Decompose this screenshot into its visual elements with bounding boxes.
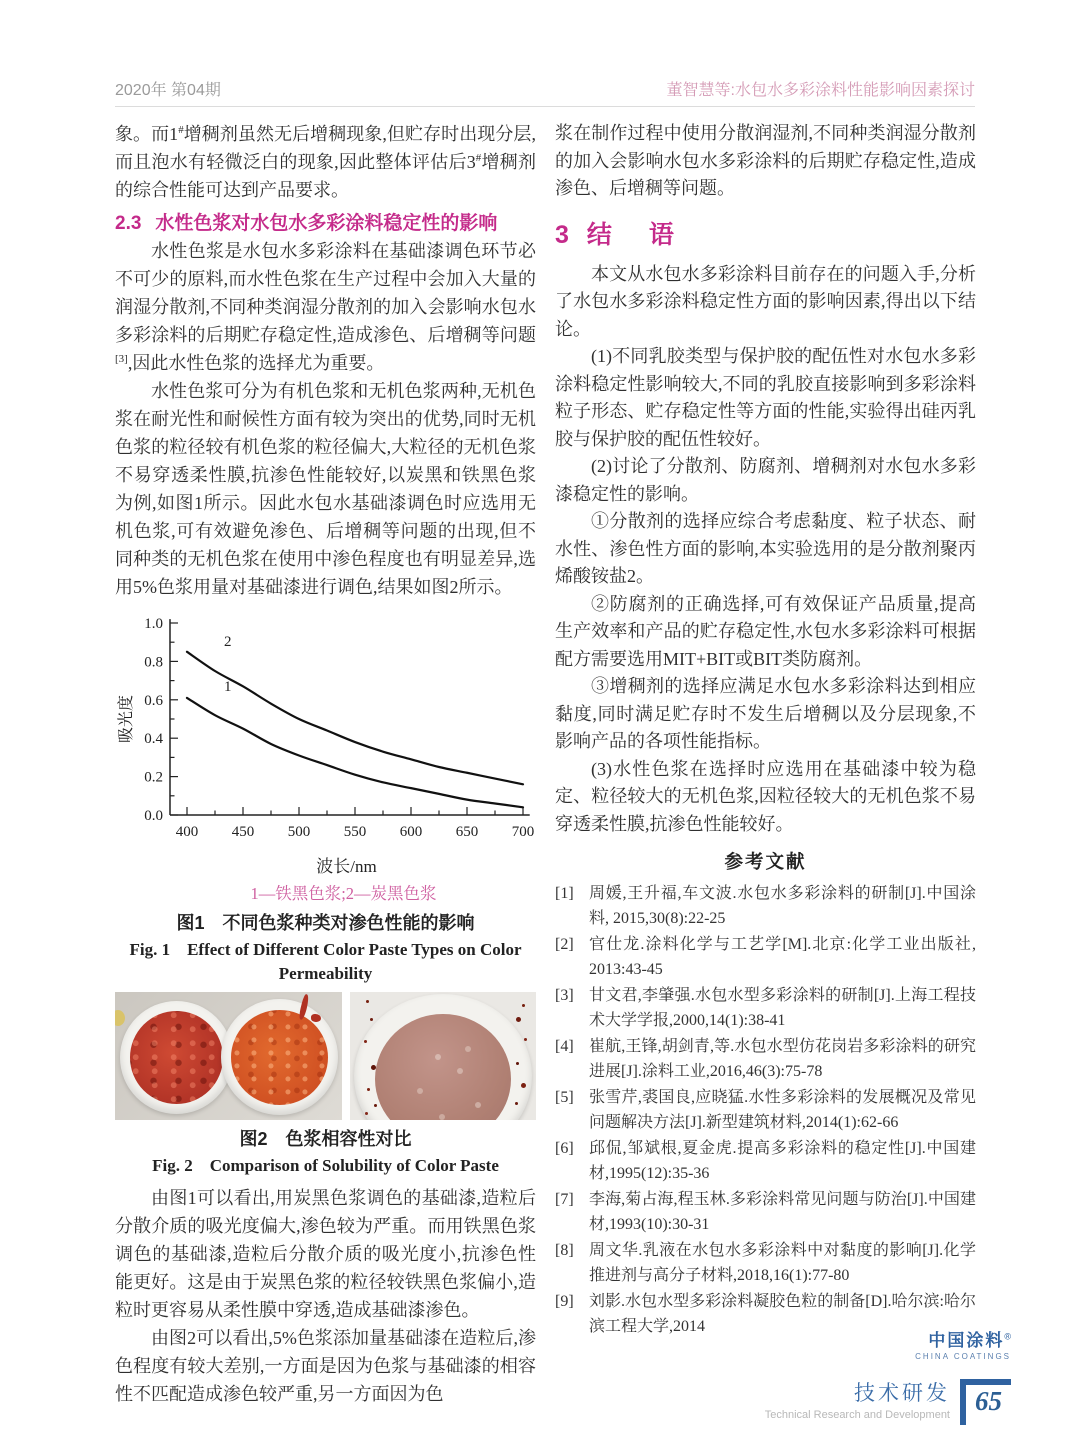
section-heading-3 [555,215,976,251]
paint-smear [311,1014,321,1022]
section-heading-2-3 [115,208,536,235]
issue-label: 2020年 第04期 [115,82,221,99]
paint-tub [354,994,532,1120]
body-paragraph: 由图1可以看出,用炭黑色浆调色的基础漆,造粒后分散介质的吸光度偏大,渗色较为严重。而用铁黑色浆调色的基础漆,造粒后分散介质的吸光度小,抗渗色性能更好。这是由于炭黑色浆的粒径较铁黑色浆偏小,造粒时更容易从柔性膜中穿透,造成基础漆渗色。 [115,1188,536,1320]
svg-text:500: 500 [287,824,311,840]
figure1-legend: 1—铁黑色浆;2—炭黑色浆 [250,884,437,903]
body-paragraph: (3)水性色浆在选择时应选用在基础漆中较为稳定、粒径较大的无机色浆,因粒径较大的无机色浆不易穿透柔性膜,抗渗色性能较好。 [555,758,976,834]
line-chart [115,607,536,847]
body-paragraph: 水性色浆可分为有机色浆和无机色浆两种,无机色浆在耐光性和耐候性方面有较为突出的优势,同时无机色浆的粒径较有机色浆的粒径偏大,大粒径的无机色浆不易穿透柔性膜,抗渗色性能较好,以炭黑和铁黑色浆为例,如图1所示。因此水包水基础漆调色时应选用无机色浆,可有效避免渗色、后增稠等问题的出现,但不同种类的无机色浆在使用中渗色程度也有明显差异,选用5%色浆用量对基础漆进行调色,结果如图2所示。 [115,381,536,597]
pink-liquid [375,1014,511,1120]
china-coatings-logo [765,1326,1011,1361]
section-number: 3 [555,220,569,249]
svg-text:450: 450 [231,824,255,840]
figure2-caption-en: Fig. 2 Comparison of Solubility of Color Paste [152,1156,499,1175]
figure2-caption-cn: 图2 色浆相容性对比 [239,1129,412,1149]
page-footer [765,1326,1011,1425]
svg-text:0.6: 0.6 [144,692,163,709]
paint-tub [120,1001,233,1114]
reference-text: 崔航,王锋,胡剑青,等.水包水型仿花岗岩多彩涂料的研究进展[J].涂料工业,2016,46(3):75-78 [589,1038,976,1080]
section-title: 结 语 [586,220,680,249]
figure1-caption-cn: 图1 不同色浆种类对渗色性能的影响 [176,913,475,933]
body-paragraph: 浆在制作过程中使用分散润湿剂,不同种类润湿分散剂的加入会影响水包水多彩涂料的后期贮存稳定性,造成渗色、后增稠等问题。 [555,123,976,198]
photo-detail [435,1054,441,1060]
reference-number: [1] [555,885,574,902]
figure1-caption-en: Fig. 1 Effect of Different Color Paste Types on Color Permeability [129,940,522,983]
body-paragraph: ①分散剂的选择应综合考虑黏度、粒子状态、耐水性、渗色性方面的影响,本实验选用的是分散剂聚丙烯酸铵盐2。 [555,511,976,586]
svg-text:0.2: 0.2 [144,769,163,786]
reference-item [555,1035,976,1084]
body-paragraph: 水性色浆是水包水多彩涂料在基础漆调色环节必不可少的原料,而水性色浆在生产过程中会加入大量的润湿分散剂,不同种类润湿分散剂的加入会影响水包水多彩涂料的后期贮存稳定性,造成渗色、后增稠等问题[3],因此水性色浆的选择尤为重要。 [115,241,536,373]
logo-text-cn: 中国涂料 [928,1331,1005,1350]
reference-text: 刘影.水包水型多彩涂料凝胶色粒的制备[D].哈尔滨:哈尔滨工程大学,2014 [589,1293,976,1335]
body-paragraph: 由图2可以看出,5%色浆添加量基础漆在造粒后,渗色程度有较大差别,一方面是因为色浆与基础漆的相容性不匹配造成渗色较严重,另一方面因为色 [115,1328,536,1404]
page-number: 65 [960,1379,1011,1425]
reference-number: [8] [555,1242,574,1259]
speckles [522,1004,525,1007]
reference-text: 官仕龙.涂料化学与工艺学[M].北京:化学工业出版社, 2013:43-45 [589,936,976,978]
reference-item [555,1188,976,1237]
reference-item [555,1239,976,1288]
svg-text:700: 700 [511,824,535,840]
section-label-en: Technical Research and Development [764,1409,950,1421]
reference-text: 周文华.乳液在水包水多彩涂料中对黏度的影响[J].化学推进剂与高分子材料,2018,16(1):77-80 [589,1242,976,1284]
orange-paste [231,1010,328,1105]
svg-text:550: 550 [343,824,367,840]
reference-item [555,1086,976,1135]
body-paragraph: (2)讨论了分散剂、防腐剂、增稠剂对水包水多彩漆稳定性的影响。 [555,456,976,504]
svg-text:0.4: 0.4 [144,731,163,748]
reference-text: 甘文君,李肇强.水包水型多彩涂料的研制[J].上海工程技术大学学报,2000,14(1):38-41 [589,987,976,1029]
reference-number: [5] [555,1089,574,1106]
photo-detail [115,1010,125,1026]
svg-text:0.8: 0.8 [144,654,163,671]
reference-number: [7] [555,1191,574,1208]
references-heading: 参考文献 [724,851,807,872]
figure1-chart [115,607,536,986]
reference-text: 李海,菊占海,程玉林.多彩涂料常见问题与防治[J].中国建材,1993(10):30-31 [589,1191,976,1233]
reference-number: [4] [555,1038,574,1055]
svg-text:400: 400 [175,824,199,840]
running-title: 董智慧等:水包水多彩涂料性能影响因素探讨 [666,82,975,99]
reference-item [555,933,976,982]
body-paragraph: ②防腐剂的正确选择,可有效保证产品质量,提高生产效率和产品的贮存稳定性,水包水多彩涂料可根据配方需要选用MIT+BIT或BIT类防腐剂。 [555,593,976,669]
right-column [555,120,976,1341]
reference-text: 张雪芹,裘国良,应晓猛.水性多彩涂料的发展概况及常见问题解决方法[J].新型建筑材料,2014(1):62-66 [589,1089,976,1131]
section-number: 2.3 [115,213,142,234]
left-column [115,120,536,1408]
footer-section-row [765,1377,1011,1425]
reference-item [555,1137,976,1186]
svg-text:0.0: 0.0 [144,808,163,824]
svg-text:吸光度: 吸光度 [118,694,135,744]
body-paragraph: 本文从水包水多彩涂料目前存在的问题入手,分析了水包水多彩涂料稳定性方面的影响因素,得出以下结论。 [555,263,976,339]
reference-number: [9] [555,1293,574,1310]
svg-text:600: 600 [399,824,423,840]
speckles [366,1000,369,1003]
logo-text-en: CHINA COATINGS [915,1352,1011,1361]
reference-item [555,882,976,931]
svg-text:2: 2 [223,634,232,651]
body-paragraph: (1)不同乳胶类型与保护胶的配伍性对水包水多彩涂料稳定性影响较大,不同的乳胶直接影响到多彩涂料粒子形态、贮存稳定性等方面的性能,实验得出硅丙乳胶与保护胶的配伍性较好。 [555,346,976,449]
body-paragraph: 象。而1#增稠剂虽然无后增稠现象,但贮存时出现分层,而且泡水有轻微泛白的现象,因此整体评估后3#增稠剂的综合性能可达到产品要求。 [115,124,537,200]
reference-number: [6] [555,1140,574,1157]
svg-text:650: 650 [455,824,479,840]
figure2-photos [115,992,536,1120]
red-paste [130,1011,223,1104]
reference-item [555,984,976,1033]
reference-text: 周媛,王升福,车文波.水包水多彩涂料的研制[J].中国涂料, 2015,30(8):22-25 [589,885,976,927]
body-paragraph: ③增稠剂的选择应满足水包水多彩涂料达到相应黏度,同时满足贮存时不发生后增稠以及分层现象,不影响产品的各项性能指标。 [555,676,976,751]
figure2-photo-left [115,992,342,1120]
section-title: 水性色浆对水包水多彩涂料稳定性的影响 [155,213,498,234]
page-header [115,76,975,107]
svg-text:1.0: 1.0 [144,616,163,632]
figure2-photo-right [350,992,536,1120]
reference-number: [3] [555,987,574,1004]
reference-number: [2] [555,936,574,953]
reference-text: 邱侃,邹斌根,夏金虎.提高多彩涂料的稳定性[J].中国建材,1995(12):35-36 [589,1140,976,1182]
section-label-cn: 技术研发 [854,1382,950,1405]
footer-section-label [765,1377,950,1425]
figure1-xaxis-label: 波长/nm [316,857,377,876]
svg-text:1: 1 [223,679,232,696]
registered-mark: ® [1004,1331,1011,1342]
